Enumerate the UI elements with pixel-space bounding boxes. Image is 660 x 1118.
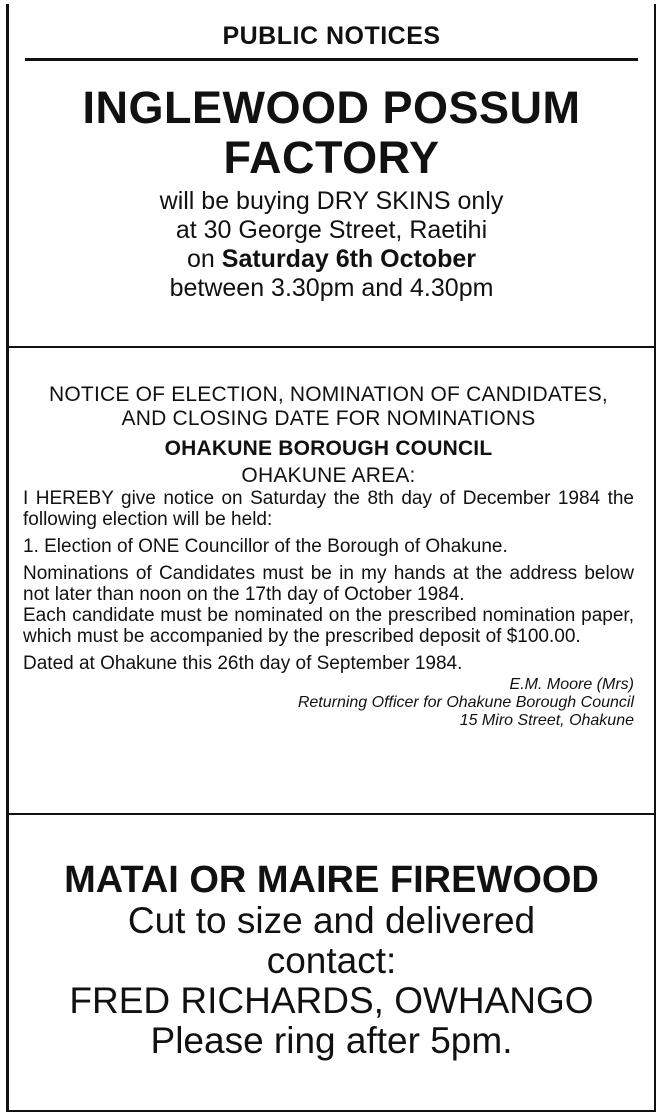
signature-title: Returning Officer for Ohakune Borough Council: [297, 694, 634, 711]
body-line-4: between 3.30pm and 4.30pm: [169, 274, 494, 302]
firewood-line-4: Please ring after 5pm.: [150, 1020, 513, 1061]
firewood-line-2: contact:: [266, 940, 397, 981]
title-line-2: FACTORY: [223, 132, 440, 183]
signature-name: E.M. Moore (Mrs): [509, 676, 634, 693]
firewood-line-1: Cut to size and delivered: [127, 900, 536, 941]
title-line-1: INGLEWOOD POSSUM: [82, 82, 581, 133]
body-line-1: will be buying DRY SKINS only: [159, 187, 504, 215]
section-header: PUBLIC NOTICES: [222, 22, 441, 50]
header-divider: [25, 58, 638, 61]
body-line-2: at 30 George Street, Raetihi: [175, 216, 488, 244]
signature-address: 15 Miro Street, Ohakune: [459, 712, 634, 729]
election-title-2: AND CLOSING DATE FOR NOMINATIONS: [121, 407, 536, 430]
date-emphasis: Saturday 6th October: [221, 245, 476, 273]
paragraph-2: 1. Election of ONE Councillor of the Borough of Ohakune.: [23, 536, 508, 557]
possum-factory-notice: [9, 4, 654, 348]
line3-prefix: on: [187, 245, 222, 273]
newspaper-page: [6, 4, 656, 1112]
election-notice: [9, 349, 654, 815]
firewood-line-3: FRED RICHARDS, OWHANGO: [69, 980, 594, 1021]
council-name: OHAKUNE BOROUGH COUNCIL: [164, 437, 493, 460]
election-title-1: NOTICE OF ELECTION, NOMINATION OF CANDIDATES,: [49, 383, 608, 406]
area-name: OHAKUNE AREA:: [241, 464, 416, 487]
notice-body: [9, 187, 654, 303]
paragraph-5: Dated at Ohakune this 26th day of September 1984.: [23, 653, 463, 674]
firewood-title: MATAI OR MAIRE FIREWOOD: [64, 859, 599, 901]
paragraph-3: Nominations of Candidates must be in my hands at the address below not later than noon on the 17th day of October 1984.: [23, 563, 634, 605]
body-line-3: [9, 245, 654, 274]
notice-title: [9, 83, 654, 183]
paragraph-1: I HEREBY give notice on Saturday the 8th day of December 1984 the following election will be held:: [23, 488, 634, 530]
firewood-notice: [9, 817, 654, 1112]
paragraph-4: Each candidate must be nominated on the prescribed nomination paper, which must be accompanied by the prescribed deposit of $100.00.: [23, 605, 634, 647]
